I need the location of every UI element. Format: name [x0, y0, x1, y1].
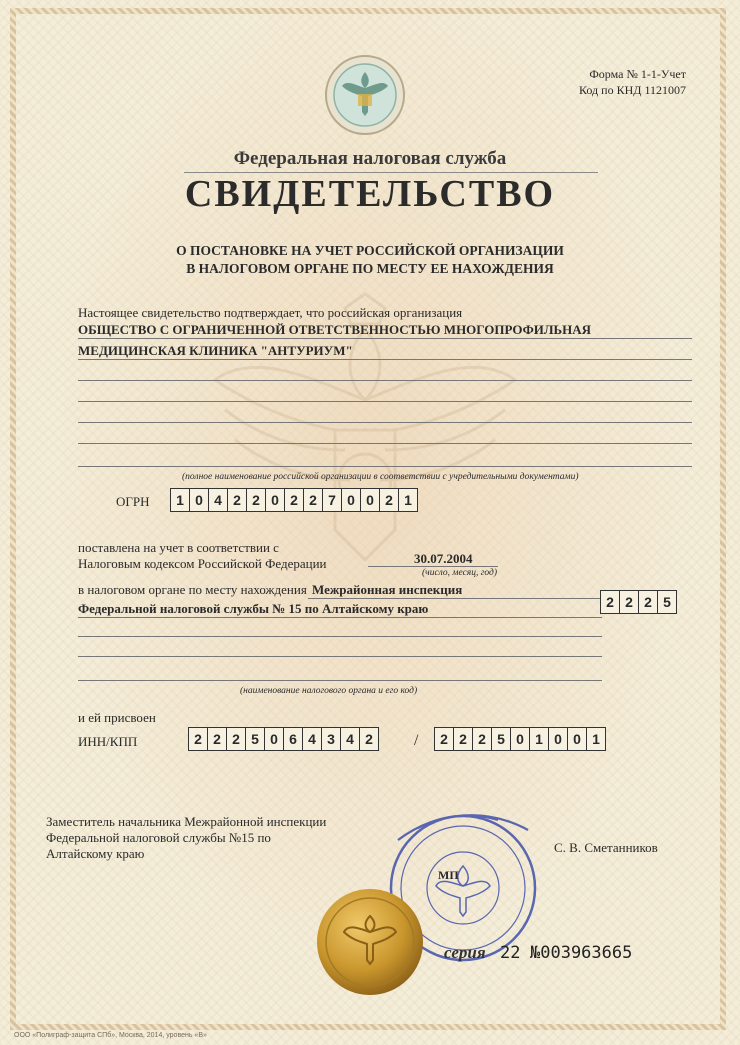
registration-date: 30.07.2004 — [414, 551, 473, 566]
authority-caption: (наименование налогового органа и его код) — [240, 686, 418, 696]
fill-line — [78, 422, 692, 423]
fill-line — [308, 598, 602, 599]
digit-cell: 5 — [492, 728, 511, 750]
digit-cell: 2 — [473, 728, 492, 750]
digit-cell: 4 — [303, 728, 322, 750]
kpp-cells — [434, 727, 606, 751]
fill-line — [78, 656, 602, 657]
digit-cell: 2 — [227, 728, 246, 750]
fill-line — [78, 359, 692, 360]
digit-cell: 0 — [266, 489, 285, 511]
fns-emblem-icon — [324, 54, 406, 136]
issuer-name: Федеральная налоговая служба — [233, 148, 507, 169]
digit-cell: 2 — [620, 591, 639, 613]
fill-line — [78, 466, 692, 467]
fill-line — [78, 338, 692, 339]
digit-cell: 0 — [568, 728, 587, 750]
digit-cell: 0 — [361, 489, 380, 511]
digit-cell: 2 — [365, 731, 373, 747]
ogrn-cells — [170, 488, 418, 512]
digit-cell: 0 — [190, 489, 209, 511]
date-caption: (число, месяц, год) — [422, 568, 498, 578]
digit-cell: 2 — [189, 728, 208, 750]
tax-code-text: Налоговым кодексом Российской Федерации — [78, 556, 327, 571]
form-number: Форма № 1-1-Учет Код по КНД 1121007 — [579, 67, 686, 97]
ogrn-label: ОГРН — [116, 494, 150, 509]
authority-name-line1: Межрайонная инспекция — [312, 582, 463, 597]
digit-cell: 0 — [265, 728, 284, 750]
fill-line — [78, 380, 692, 381]
digit-cell: 1 — [592, 731, 600, 747]
digit-cell: 2 — [454, 728, 473, 750]
authority-name-line2: Федеральной налоговой службы № 15 по Алтайскому краю — [78, 601, 429, 616]
gold-seal-icon — [314, 886, 426, 998]
fill-line — [78, 636, 602, 637]
digit-cell: 0 — [342, 489, 361, 511]
printer-imprint: ООО «Полиграф-защита СПб», Москва, 2014, уровень «В» — [14, 1032, 207, 1039]
document-title: СВИДЕТЕЛЬСТВО — [184, 173, 556, 215]
inn-cells — [188, 727, 379, 751]
inn-kpp-separator: / — [414, 732, 419, 749]
fill-line — [78, 617, 602, 618]
serial-series: 22 — [500, 943, 521, 963]
digit-cell: 7 — [323, 489, 342, 511]
digit-cell: 2 — [601, 591, 620, 613]
fill-line — [78, 443, 692, 444]
digit-cell: 1 — [404, 492, 412, 508]
signatory-position: Заместитель начальника Межрайонной инспекции Федеральной налоговой службы №15 по Алтайскому краю — [46, 814, 327, 861]
digit-cell: 2 — [639, 591, 658, 613]
intro-text: Настоящее свидетельство подтверждает, что российская организация — [78, 305, 463, 320]
digit-cell: 2 — [435, 728, 454, 750]
digit-cell: 2 — [228, 489, 247, 511]
digit-cell: 0 — [549, 728, 568, 750]
stamp-place-mark: МП — [438, 868, 459, 882]
digit-cell: 5 — [246, 728, 265, 750]
fill-line — [368, 566, 498, 567]
digit-cell: 2 — [247, 489, 266, 511]
digit-cell: 5 — [663, 594, 671, 610]
digit-cell: 4 — [341, 728, 360, 750]
digit-cell: 4 — [209, 489, 228, 511]
serial-number: №003963665 — [530, 943, 633, 963]
serial-label: серия — [444, 943, 486, 962]
inn-kpp-label: ИНН/КПП — [78, 734, 138, 749]
digit-cell: 3 — [322, 728, 341, 750]
authority-intro: в налоговом органе по месту нахождения — [78, 582, 307, 597]
signatory-name: С. В. Сметанников — [554, 840, 658, 855]
digit-cell: 0 — [511, 728, 530, 750]
digit-cell: 2 — [208, 728, 227, 750]
digit-cell: 2 — [380, 489, 399, 511]
registered-text: поставлена на учет в соответствии с — [78, 540, 279, 555]
org-caption: (полное наименование российской организации в соответствии с учредительными документами) — [182, 472, 579, 482]
document-subtitle: О ПОСТАНОВКЕ НА УЧЕТ РОССИЙСКОЙ ОРГАНИЗАЦИИ В НАЛОГОВОМ ОРГАНЕ ПО МЕСТУ ЕЕ НАХОЖДЕНИЯ — [176, 243, 564, 276]
fill-line — [78, 680, 602, 681]
assigned-text: и ей присвоен — [78, 710, 156, 725]
org-name-line2: МЕДИЦИНСКАЯ КЛИНИКА "АНТУРИУМ" — [78, 343, 353, 358]
digit-cell: 1 — [171, 489, 190, 511]
fill-line — [78, 401, 692, 402]
org-name-line1: ОБЩЕСТВО С ОГРАНИЧЕННОЙ ОТВЕТСТВЕННОСТЬЮ МНОГОПРОФИЛЬНАЯ — [78, 322, 592, 337]
authority-code-cells — [600, 590, 677, 614]
digit-cell: 2 — [304, 489, 323, 511]
digit-cell: 1 — [530, 728, 549, 750]
digit-cell: 2 — [285, 489, 304, 511]
digit-cell: 6 — [284, 728, 303, 750]
